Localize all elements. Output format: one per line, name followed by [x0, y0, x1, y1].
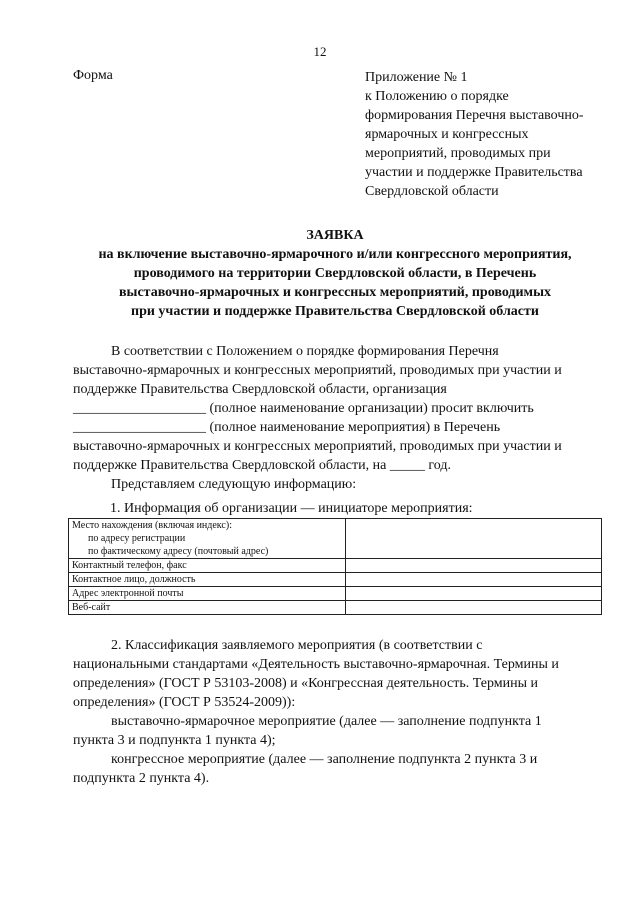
document-heading	[60, 226, 610, 321]
section-1-title: 1. Информация об организации — инициаторе мероприятия:	[110, 501, 473, 516]
section-2-line-6: пункта 3 и подпункта 1 пункта 4);	[73, 733, 276, 748]
section-2-line-5: выставочно-ярмарочное мероприятие (далее — заполнение подпункта 1	[111, 714, 542, 729]
actual-address-label: по фактическому адресу (почтовый адрес)	[88, 546, 269, 557]
phone-label: Контактный телефон, факс	[69, 559, 346, 573]
word: порядке	[306, 344, 355, 359]
section-2-line-4: определения» (ГОСТ Р 53524-2009)):	[73, 695, 296, 710]
event-name-blank: ___________________	[73, 420, 206, 435]
registration-address-label: по адресу регистрации	[88, 533, 186, 544]
location-value-cell[interactable]	[346, 519, 602, 559]
intro-line-4	[73, 399, 610, 418]
word: с	[476, 638, 483, 653]
document-title: ЗАЯВКА	[306, 228, 364, 243]
word: соответствии	[123, 344, 203, 359]
appendix-line: формирования Перечня выставочно-	[365, 108, 584, 123]
section-2-line-2: национальными стандартами «Деятельность выставочно-ярмарочная. Термины и	[73, 657, 559, 672]
word: Положением	[216, 344, 293, 359]
section-2-line-3: определения» (ГОСТ Р 53103-2008) и «Конгрессная деятельность. Термины и	[73, 676, 538, 691]
heading-line: проводимого на территории Свердловской области, в Перечень	[133, 266, 537, 281]
table-row	[69, 573, 602, 587]
word: Свердловской	[232, 382, 316, 397]
intro-line-1	[73, 342, 610, 361]
word: о	[296, 344, 303, 359]
word: (в	[378, 638, 391, 653]
intro-line-5	[73, 418, 610, 437]
appendix-line: к Положению о порядке	[365, 89, 509, 104]
page-number: 12	[313, 44, 327, 59]
contact-person-label: Контактное лицо, должность	[69, 573, 346, 587]
section-2-line-1	[73, 636, 610, 655]
email-value-cell[interactable]	[346, 587, 602, 601]
word: формирования	[357, 344, 446, 359]
word: Перечня	[448, 344, 499, 359]
phone-value-cell[interactable]	[346, 559, 602, 573]
appendix-block	[365, 68, 615, 201]
word: области,	[318, 382, 370, 397]
section-2-line-8: подпункта 2 пункта 4).	[73, 771, 210, 786]
form-label: Форма	[73, 68, 113, 83]
table-row	[69, 601, 602, 615]
word: заявляемого	[221, 638, 295, 653]
appendix-line: Свердловской области	[365, 184, 499, 199]
intro-line-3	[73, 380, 610, 399]
contact-person-value-cell[interactable]	[346, 573, 602, 587]
location-label: Место нахождения (включая индекс):	[72, 520, 232, 531]
table-cell-label	[69, 519, 346, 559]
word: поддержке	[73, 382, 137, 397]
appendix-line: участии и поддержке Правительства	[365, 165, 583, 180]
word: Правительства	[140, 382, 229, 397]
word: организация	[372, 382, 447, 397]
table-row	[69, 587, 602, 601]
section-2-paragraph	[73, 636, 610, 788]
organization-name-blank: ___________________	[73, 401, 206, 416]
heading-line: при участии и поддержке Правительства Свердловской области	[131, 304, 539, 319]
text: (полное наименование мероприятия) в Перечень	[209, 420, 501, 435]
website-label: Веб-сайт	[69, 601, 346, 615]
intro-paragraph	[73, 342, 610, 494]
text: (полное наименование организации) просит включить	[209, 401, 534, 416]
appendix-line: ярмарочных и конгрессных	[365, 127, 529, 142]
heading-line: выставочно-ярмарочных и конгрессных мероприятий, проводимых	[118, 285, 552, 300]
word: В	[111, 344, 121, 359]
table-row	[69, 519, 602, 559]
section-2-line-7: конгрессное мероприятие (далее — заполнение подпункта 2 пункта 3 и	[111, 752, 538, 767]
intro-line-7: поддержке Правительства Свердловской области, на _____ год.	[73, 458, 451, 473]
intro-line-2: выставочно-ярмарочных и конгрессных мероприятий, проводимых при участии и	[73, 363, 562, 378]
table-row	[69, 559, 602, 573]
word: мероприятия	[297, 638, 376, 653]
organization-info-table	[68, 518, 602, 615]
heading-line: на включение выставочно-ярмарочного и/или конгрессного мероприятия,	[98, 247, 572, 262]
appendix-line: мероприятий, проводимых при	[365, 146, 551, 161]
appendix-line: Приложение № 1	[365, 70, 468, 85]
intro-line-6: выставочно-ярмарочных и конгрессных мероприятий, проводимых при участии и	[73, 439, 562, 454]
word: 2. Классификация	[111, 638, 219, 653]
intro-line-8: Представляем следующую информацию:	[111, 477, 357, 492]
website-value-cell[interactable]	[346, 601, 602, 615]
word: соответствии	[393, 638, 473, 653]
word: с	[206, 344, 213, 359]
email-label: Адрес электронной почты	[69, 587, 346, 601]
